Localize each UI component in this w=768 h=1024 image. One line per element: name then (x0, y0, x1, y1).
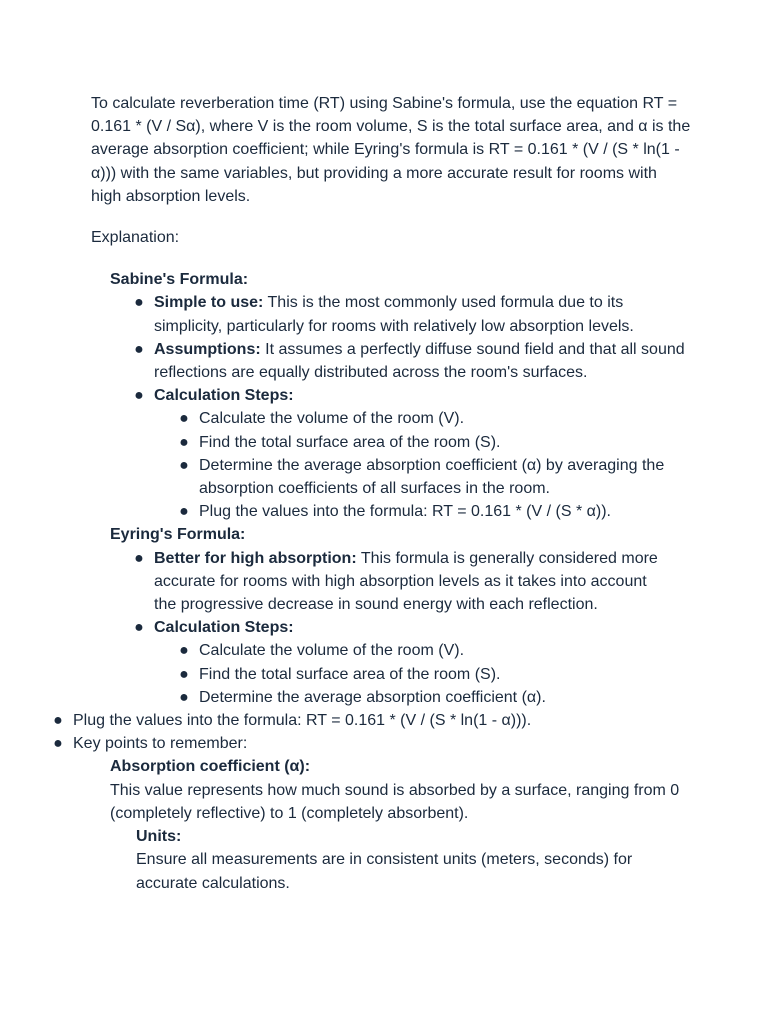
bullet-icon: ● (134, 549, 144, 567)
bullet-icon: ● (179, 688, 189, 706)
step-text: Plug the values into the formula: RT = 0.161 * (V / (S * α)). (199, 503, 611, 521)
bullet-icon: ● (134, 387, 144, 405)
explanation-label: Explanation: (91, 229, 180, 247)
absorption-coefficient-text: This value represents how much sound is absorbed by a surface, ranging from 0 (completely reflective) to 1 (completely absorbent). (110, 781, 680, 822)
list-item (53, 709, 713, 732)
list-item (134, 547, 664, 617)
step-text: Calculate the volume of the room (V). (199, 642, 465, 660)
step-item (179, 663, 699, 686)
sabine-formula-heading: Sabine's Formula: (110, 271, 249, 289)
item-label: Better for high absorption: (154, 549, 357, 567)
step-item (179, 686, 699, 709)
bullet-icon: ● (53, 712, 63, 730)
outer-list (0, 709, 768, 755)
sabine-list (0, 291, 768, 407)
sabine-steps-list (0, 407, 768, 523)
bullet-icon: ● (134, 340, 144, 358)
step-text: Calculate the volume of the room (V). (199, 410, 465, 428)
bullet-icon: ● (179, 433, 189, 451)
item-label: Calculation Steps: (154, 387, 294, 405)
item-text: This formula is generally considered more accurate for rooms with high absorption levels as it takes into account the progressive decrease in sound energy with each reflection. (154, 549, 658, 614)
step-item (179, 431, 699, 454)
step-item (179, 407, 699, 430)
step-text: Find the total surface area of the room (S). (199, 433, 501, 451)
list-item (134, 384, 694, 407)
item-text: Key points to remember: (73, 735, 248, 753)
item-label: Simple to use: (154, 294, 264, 312)
item-label: Calculation Steps: (154, 619, 294, 637)
step-text: Find the total surface area of the room (S). (199, 665, 501, 683)
step-text: Determine the average absorption coefficient (α). (199, 688, 546, 706)
intro-paragraph: To calculate reverberation time (RT) using Sabine's formula, use the equation RT = 0.161 * (V / Sα), where V is the room volume, S is the total surface area, and α is the average absorption coefficient; while Eyring's formula is RT = 0.161 * (V / (S * ln(1 - α))) with the same variables, but providing a more accurate result for rooms with high absorption levels. (91, 95, 691, 205)
item-text: This is the most commonly used formula due to its simplicity, particularly for rooms with relatively low absorption levels. (154, 294, 634, 335)
step-item (179, 639, 699, 662)
eyring-steps-list (0, 639, 768, 709)
bullet-icon: ● (179, 456, 189, 474)
bullet-icon: ● (53, 735, 63, 753)
list-item (134, 291, 694, 337)
list-item (134, 338, 694, 384)
units-heading: Units: (136, 828, 182, 846)
absorption-coefficient-heading: Absorption coefficient (α): (110, 758, 311, 776)
item-label: Assumptions: (154, 340, 261, 358)
bullet-icon: ● (134, 294, 144, 312)
document-page (0, 92, 768, 895)
bullet-icon: ● (179, 503, 189, 521)
eyring-formula-heading: Eyring's Formula: (110, 526, 246, 544)
bullet-icon: ● (179, 410, 189, 428)
step-text: Determine the average absorption coefficient (α) by averaging the absorption coefficients of all surfaces in the room. (199, 456, 665, 498)
eyring-list (0, 547, 768, 640)
bullet-icon: ● (179, 642, 189, 660)
item-text: Plug the values into the formula: RT = 0.161 * (V / (S * ln(1 - α))). (73, 712, 532, 730)
item-text: It assumes a perfectly diffuse sound field and that all sound reflections are equally distributed across the room's surfaces. (154, 340, 685, 382)
bullet-icon: ● (179, 665, 189, 683)
units-text: Ensure all measurements are in consistent units (meters, seconds) for accurate calculations. (136, 851, 633, 892)
list-item (134, 616, 694, 639)
list-item (53, 732, 713, 755)
bullet-icon: ● (134, 619, 144, 637)
step-item (179, 500, 699, 523)
step-item (179, 454, 669, 500)
